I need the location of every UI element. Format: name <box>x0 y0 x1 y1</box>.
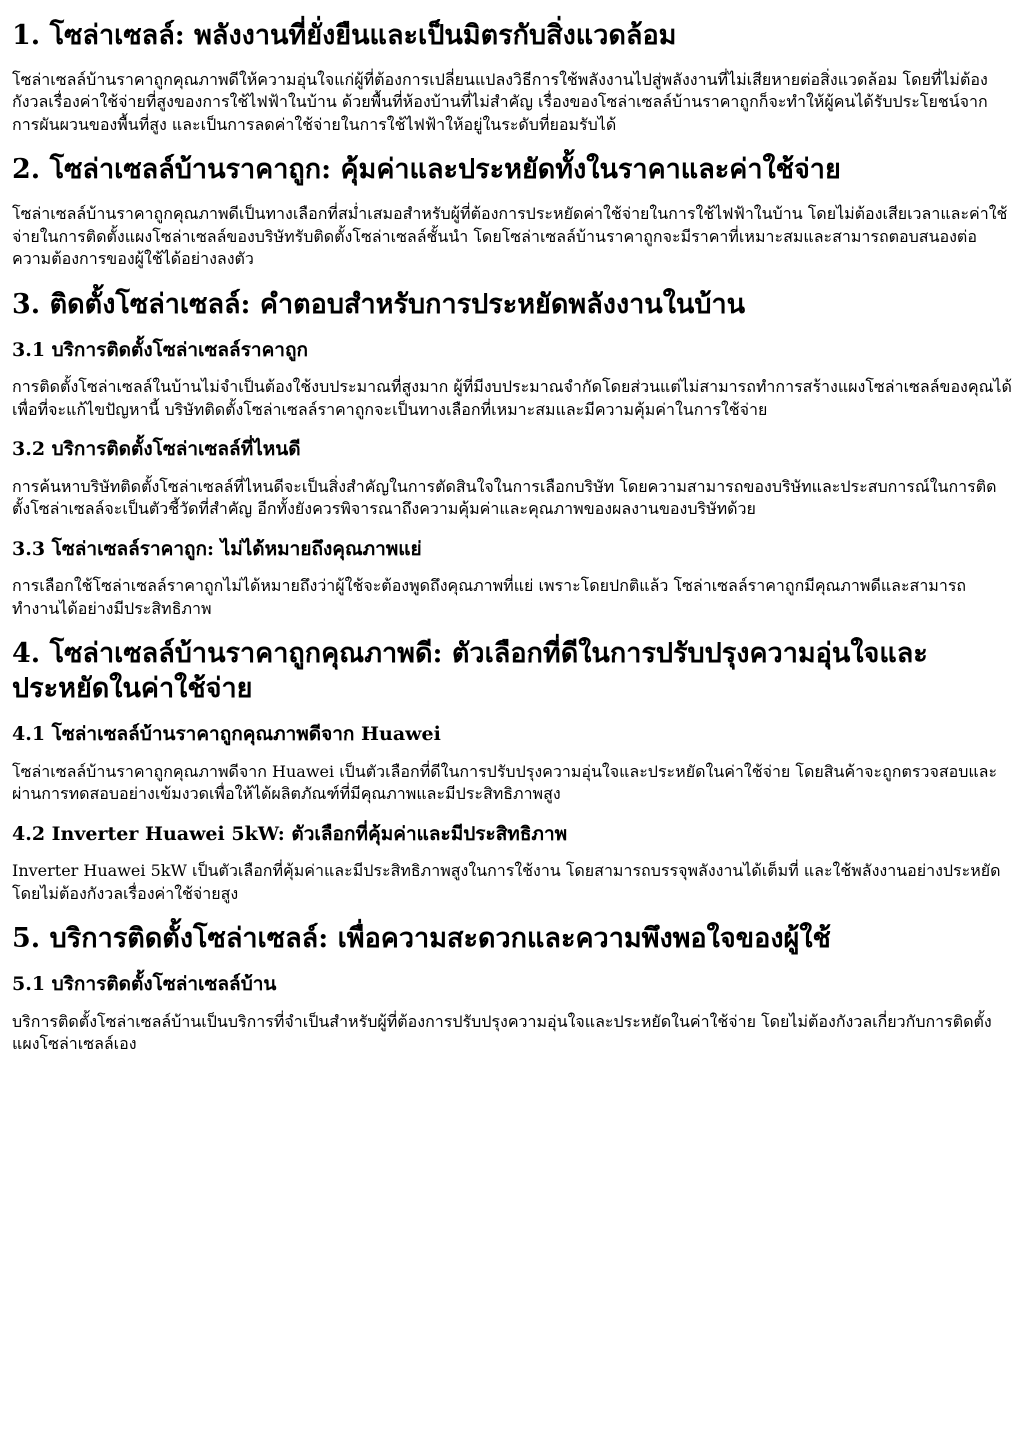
section-5-heading: 5. บริการติดตั้งโซล่าเซลล์: เพื่อความสะดวกและความพึงพอใจของผู้ใช้ <box>12 923 831 955</box>
section-3-2-paragraph: การค้นหาบริษัทติดตั้งโซล่าเซลล์ที่ไหนดีจะเป็นสิ่งสำคัญในการตัดสินใจในการเลือกบริษัท โดยความสามารถของบริษัทและประสบการณ์ในการติดตั้งโซล่าเซลล์จะเป็นตัวชี้วัดที่สำคัญ อีกทั้งยังควรพิจารณาถึงความคุ้มค่าและคุณภาพของผลงานของบริษัทด้วย <box>12 476 997 519</box>
section-1-heading: 1. โซล่าเซลล์: พลังงานที่ยั่งยืนและเป็นมิตรกับสิ่งแวดล้อม <box>12 20 677 51</box>
section-2-paragraph: โซล่าเซลล์บ้านราคาถูกคุณภาพดีเป็นทางเลือกที่สม่ำเสมอสำหรับผู้ที่ต้องการประหยัดค่าใช้จ่ายในการใช้ไฟฟ้าในบ้าน โดยไม่ต้องเสียเวลาและค่าใช้จ่ายในการติดตั้งแผงโซล่าเซลล์ของบริษัทรับติดตั้งโซล่าเซลล์ชั้นนำ โดยโซล่าเซลล์บ้านราคาถูกจะมีราคาที่เหมาะสมและสามารถตอบสนองต่อความต้องการของผู้ใช้ได้อย่างลงตัว <box>12 204 1008 269</box>
section-4-heading: 4. โซล่าเซลล์บ้านราคาถูกคุณภาพดี: ตัวเลือกที่ดีในการปรับปรุงความอุ่นใจและประหยัดในค่าใช้จ่าย <box>12 638 928 705</box>
section-5-1-paragraph: บริการติดตั้งโซล่าเซลล์บ้านเป็นบริการที่จำเป็นสำหรับผู้ที่ต้องการปรับปรุงความอุ่นใจและประหยัดในค่าใช้จ่าย โดยไม่ต้องกังวลเกี่ยวกับการติดตั้งแผงโซล่าเซลล์เอง <box>12 1011 992 1054</box>
section-3-3-paragraph: การเลือกใช้โซล่าเซลล์ราคาถูกไม่ได้หมายถึงว่าผู้ใช้จะต้องพูดถึงคุณภาพที่แย่ เพราะโดยปกติแล้ว โซล่าเซลล์ราคาถูกมีคุณภาพดีและสามารถทำงานได้อย่างมีประสิทธิภาพ <box>12 576 967 618</box>
section-3-1-paragraph: การติดตั้งโซล่าเซลล์ในบ้านไม่จำเป็นต้องใช้งบประมาณที่สูงมาก ผู้ที่มีงบประมาณจำกัดโดยส่วนแต่ไม่สามารถทำการสร้างแผงโซล่าเซลล์ของคุณได้ เพื่อที่จะแก้ไขปัญหานี้ บริษัทติดตั้งโซล่าเซลล์ราคาถูกจะเป็นทางเลือกที่เหมาะสมและมีความคุ้มค่าในการใช้จ่าย <box>12 377 1012 419</box>
section-1-paragraph: โซล่าเซลล์บ้านราคาถูกคุณภาพดีให้ความอุ่นใจแก่ผู้ที่ต้องการเปลี่ยนแปลงวิธีการใช้พลังงานไปสู่พลังงานที่ไม่เสียหายต่อสิ่งแวดล้อม โดยที่ไม่ต้องกังวลเรื่องค่าใช้จ่ายที่สูงของการใช้ไฟฟ้าในบ้าน ด้วยพื้นที่ห้องบ้านที่ไม่สำคัญ เรื่องของโซล่าเซลล์บ้านราคาถูกก็จะทำให้ผู้คนได้รับประโยชน์จากการผันผวนของพื้นที่สูง และเป็นการลดค่าใช้จ่ายในการใช้ไฟฟ้าให้อยู่ในระดับที่ยอมรับได้ <box>12 70 988 134</box>
section-3-3-heading: 3.3 โซล่าเซลล์ราคาถูก: ไม่ได้หมายถึงคุณภาพแย่ <box>12 537 422 560</box>
section-2-heading: 2. โซล่าเซลล์บ้านราคาถูก: คุ้มค่าและประหยัดทั้งในราคาและค่าใช้จ่าย <box>12 154 841 186</box>
section-5-1-heading: 5.1 บริการติดตั้งโซล่าเซลล์บ้าน <box>12 973 277 996</box>
section-4-1-paragraph: โซล่าเซลล์บ้านราคาถูกคุณภาพดีจาก Huawei เป็นตัวเลือกที่ดีในการปรับปรุงความอุ่นใจและประหยัดในค่าใช้จ่าย โดยสินค้าจะถูกตรวจสอบและผ่านการทดสอบอย่างเข้มงวดเพื่อให้ได้ผลิตภัณฑ์ที่มีคุณภาพและมีประสิทธิภาพสูง <box>12 761 998 804</box>
section-4-2-heading: 4.2 Inverter Huawei 5kW: ตัวเลือกที่คุ้มค่าและมีประสิทธิภาพ <box>12 822 568 845</box>
section-4-1-heading: 4.1 โซล่าเซลล์บ้านราคาถูกคุณภาพดีจาก Huawei <box>12 723 441 746</box>
section-4-2-paragraph: Inverter Huawei 5kW เป็นตัวเลือกที่คุ้มค่าและมีประสิทธิภาพสูงในการใช้งาน โดยสามารถบรรจุพลังงานได้เต็มที่ และใช้พลังงานอย่างประหยัด โดยไม่ต้องกังวลเรื่องค่าใช้จ่ายสูง <box>12 861 1001 903</box>
section-3-heading: 3. ติดตั้งโซล่าเซลล์: คำตอบสำหรับการประหยัดพลังงานในบ้าน <box>12 288 746 320</box>
section-3-1-heading: 3.1 บริการติดตั้งโซล่าเซลล์ราคาถูก <box>12 338 308 361</box>
section-3-2-heading: 3.2 บริการติดตั้งโซล่าเซลล์ที่ไหนดี <box>12 438 301 461</box>
